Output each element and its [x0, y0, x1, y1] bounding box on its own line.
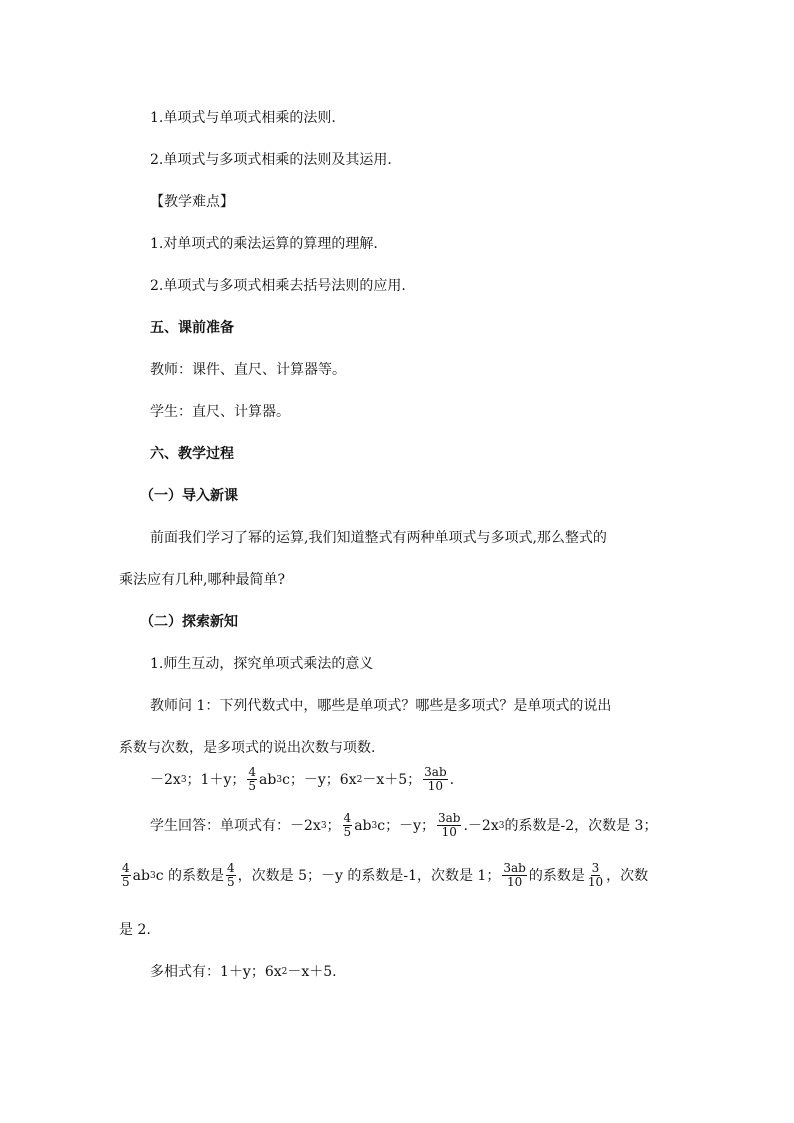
section5-heading: 五、课前准备 [150, 320, 234, 336]
part2-heading: （二）探索新知 [140, 614, 238, 630]
section5-teacher: 教师：课件、直尺、计算器等。 [150, 362, 346, 378]
fraction: $\frac{4}{5}$ [122, 861, 130, 889]
fraction: $\frac{4}{5}$ [343, 811, 352, 839]
part1-paragraph-line2: 乘法应有几种,哪种最简单? [119, 572, 285, 588]
key-point-2: 2.单项式与多项式相乘的法则及其运用. [150, 152, 392, 168]
question-line1: 教师问 1：下列代数式中，哪些是单项式？哪些是多项式？是单项式的说出 [150, 698, 612, 714]
difficulty-2: 2.单项式与多项式相乘去括号法则的应用. [150, 278, 406, 294]
answer-line2: $\frac{4}{5}$ ab 3 c 的系数是 $\frac{4}{5}$ ，次数是 5；－y 的系数是-1，次数是 1； $\frac{3ab}{10}$ 的系数是 $\frac{3}{10}$ ，次数 [122, 861, 649, 889]
fraction: $\frac{4}{5}$ [248, 765, 257, 793]
part1-paragraph-line1: 前面我们学习了幂的运算,我们知道整式有两种单项式与多项式,那么整式的 [150, 530, 607, 546]
fraction: $\frac{3}{10}$ [587, 861, 604, 889]
section5-student: 学生：直尺、计算器。 [150, 404, 290, 420]
expression-list: －2x 3 ；1＋y； $\frac{4}{5}$ ab 3 c；－y；6x 2 －x＋5； $\frac{3ab}{10}$ . [150, 765, 455, 793]
key-point-1: 1.单项式与单项式相乘的法则. [150, 110, 336, 126]
fraction: $\frac{3ab}{10}$ [503, 861, 526, 889]
answer-line1: 学生回答：单项式有：－2x 3 ； $\frac{4}{5}$ ab 3 c；－y； $\frac{3ab}{10}$ .－2x 3 的系数是-2，次数是 3； [150, 811, 658, 839]
part2-item1: 1.师生互动，探究单项式乘法的意义 [150, 656, 374, 672]
fraction: $\frac{3ab}{10}$ [424, 765, 447, 793]
difficulty-1: 1.对单项式的乘法运算的算理的理解. [150, 236, 378, 252]
part1-heading: （一）导入新课 [140, 488, 238, 504]
difficulty-heading: 【教学难点】 [150, 194, 234, 210]
question-line2: 系数与次数，是多项式的说出次数与项数. [119, 740, 376, 756]
answer-line3: 是 2. [119, 922, 151, 938]
fraction: $\frac{3ab}{10}$ [437, 811, 461, 839]
section6-heading: 六、教学过程 [150, 446, 234, 462]
polynomial-line: 多相式有：1＋y；6x 2 －x＋5. [150, 964, 337, 980]
fraction: $\frac{4}{5}$ [226, 861, 235, 889]
